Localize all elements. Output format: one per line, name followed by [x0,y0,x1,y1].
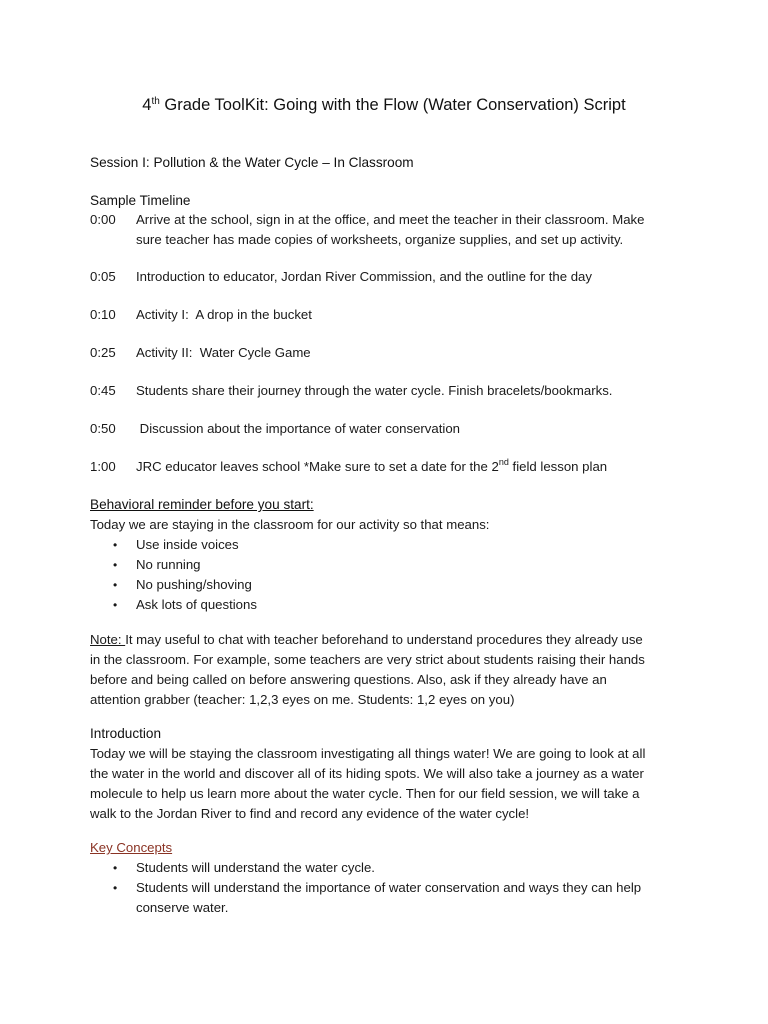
bullet-icon: • [113,861,118,875]
key-concepts-heading: Key Concepts [90,840,173,855]
behavior-list [90,535,728,615]
key-concepts-section [90,838,728,918]
bullet-icon: • [113,598,118,612]
key-concepts-list [90,858,728,918]
timeline-desc: Discussion about the importance of water conservation [136,421,460,436]
note-label: Note: [90,632,126,647]
behavior-heading: Behavioral reminder before you start: [90,497,314,512]
list-item: • Students will understand the water cycle. [90,858,728,878]
title-ordinal-suffix: th [151,96,160,107]
timeline-desc: JRC educator leaves school *Make sure to set a date for the 2nd field lesson plan [136,457,608,474]
timeline-time: 0:05 [90,269,116,284]
note-paragraph: Note: It may useful to chat with teacher beforehand to understand procedures they already use in the classroom. For example, some teachers are very strict about students raising their hands before and being called on before answering questions. Also, ask if they already have an attention grabber (teacher: 1,2,3 eyes on me. Students: 1,2 eyes on you) [90,632,645,707]
list-item: • Ask lots of questions [90,595,728,615]
bullet-icon: • [113,881,118,895]
timeline-time: 1:00 [90,459,116,474]
behavior-section [90,495,728,615]
timeline-desc: Introduction to educator, Jordan River Commission, and the outline for the day [136,269,592,284]
list-item: • No running [90,555,728,575]
list-item: • No pushing/shoving [90,575,728,595]
timeline-time: 0:10 [90,307,116,322]
timeline-desc: Arrive at the school, sign in at the office, and meet the teacher in their classroom. Make sure teacher has made copies of worksheets, organize supplies, and set up activity. [136,212,645,247]
timeline-time: 0:45 [90,383,116,398]
timeline-time: 0:50 [90,421,116,436]
introduction-heading: Introduction [90,726,162,741]
list-item: • Students will understand the importance of water conservation and ways they can help conserve water. [113,880,642,915]
bullet-icon: • [113,558,118,572]
timeline-time: 0:00 [90,212,116,227]
title-grade-number: 4 [142,96,152,114]
introduction-section [90,724,728,824]
title-text: Grade ToolKit: Going with the Flow (Water Conservation) Script [159,96,626,114]
timeline-desc: Students share their journey through the water cycle. Finish bracelets/bookmarks. [136,383,613,398]
timeline-desc: Activity I: A drop in the bucket [136,307,312,322]
list-item: • Use inside voices [90,535,728,555]
session-heading: Session I: Pollution & the Water Cycle – In Classroom [90,155,414,170]
timeline-time: 0:25 [90,345,116,360]
timeline-desc: Activity II: Water Cycle Game [136,345,311,360]
page-title [0,94,768,116]
behavior-intro: Today we are staying in the classroom for our activity so that means: [90,517,490,532]
timeline-heading: Sample Timeline [90,193,191,208]
bullet-icon: • [113,578,118,592]
introduction-body: Today we will be staying the classroom investigating all things water! We are going to look at all the water in the world and discover all of its hiding spots. We will also take a journey as a water molecule to help us learn more about the water cycle. Then for our field session, we will take a walk to the Jordan River to find and record any evidence of the water cycle! [90,746,646,821]
bullet-icon: • [113,538,118,552]
